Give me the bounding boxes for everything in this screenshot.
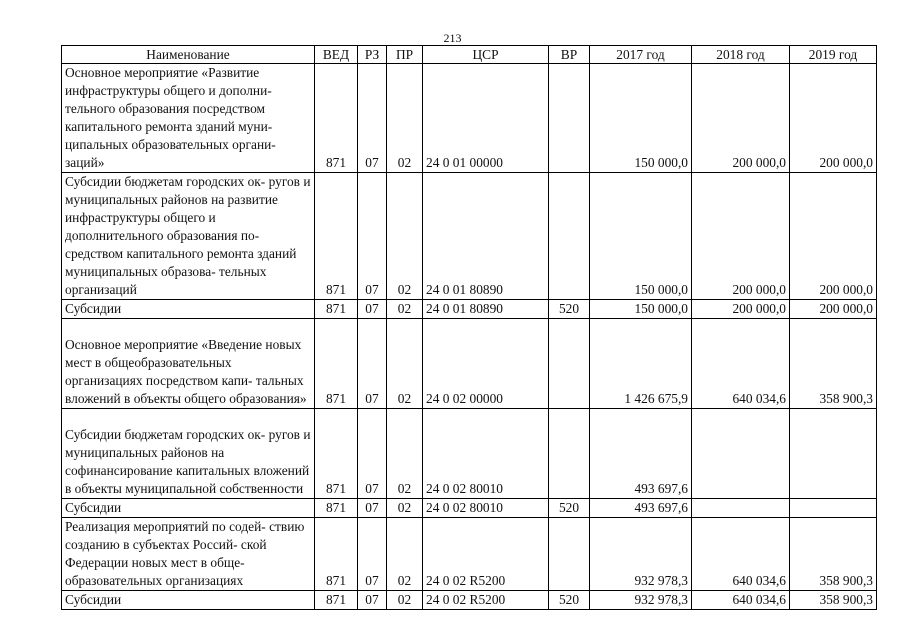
table-row (62, 319, 877, 409)
row-pr: 02 (387, 319, 423, 409)
row-vr (549, 173, 590, 300)
row-csr: 24 0 01 00000 (423, 64, 549, 173)
row-csr: 24 0 01 80890 (423, 173, 549, 300)
row-pr: 02 (387, 499, 423, 518)
row-vr (549, 319, 590, 409)
header-name: Наименование (62, 46, 315, 64)
row-rz: 07 (358, 173, 387, 300)
table-row (62, 300, 877, 319)
row-2017: 1 426 675,9 (590, 319, 692, 409)
page-number: 213 (443, 31, 462, 45)
row-2017: 150 000,0 (590, 300, 692, 319)
header-row (62, 46, 877, 64)
header-ved: ВЕД (315, 46, 358, 64)
row-2018 (692, 499, 790, 518)
row-csr: 24 0 02 R5200 (423, 518, 549, 591)
row-name: Субсидии бюджетам городских ок- ругов и муниципальных районов на софинансирование капитальных вложений в объекты муниципальной собственности (62, 409, 315, 499)
row-2017: 493 697,6 (590, 499, 692, 518)
row-csr: 24 0 02 R5200 (423, 591, 549, 610)
header-2017: 2017 год (590, 46, 692, 64)
row-2018: 200 000,0 (692, 173, 790, 300)
row-csr: 24 0 02 80010 (423, 499, 549, 518)
row-2017: 932 978,3 (590, 518, 692, 591)
row-rz: 07 (358, 499, 387, 518)
row-name: Субсидии бюджетам городских ок- ругов и муниципальных районов на развитие инфраструктуры общего и дополнительного образования по- средством капитального ремонта зданий муниципальных образова- тельных организаций (62, 173, 315, 300)
row-ved: 871 (315, 64, 358, 173)
table-row (62, 591, 877, 610)
row-ved: 871 (315, 319, 358, 409)
row-name: Реализация мероприятий по содей- ствию созданию в субъектах Россий- ской Федерации новых мест в обще- образовательных организациях (62, 518, 315, 591)
row-2019 (790, 499, 877, 518)
row-2018: 640 034,6 (692, 518, 790, 591)
row-2019 (790, 409, 877, 499)
row-rz: 07 (358, 300, 387, 319)
row-2018: 640 034,6 (692, 591, 790, 610)
row-ved: 871 (315, 499, 358, 518)
row-name: Основное мероприятие «Введение новых мест в общеобразовательных организациях посредством капи- тальных вложений в объекты общего образования» (62, 319, 315, 409)
table-row (62, 173, 877, 300)
header-2019: 2019 год (790, 46, 877, 64)
row-2017: 150 000,0 (590, 173, 692, 300)
row-vr: 520 (549, 499, 590, 518)
row-name: Субсидии (62, 300, 315, 319)
row-2017: 150 000,0 (590, 64, 692, 173)
table-row (62, 518, 877, 591)
row-2017: 493 697,6 (590, 409, 692, 499)
row-2019: 200 000,0 (790, 64, 877, 173)
row-ved: 871 (315, 591, 358, 610)
row-ved: 871 (315, 518, 358, 591)
row-name: Основное мероприятие «Развитие инфраструктуры общего и дополни- тельного образования посредством капитального ремонта зданий муни- ципальных образовательных органи- заций» (62, 64, 315, 173)
row-2017: 932 978,3 (590, 591, 692, 610)
row-rz: 07 (358, 64, 387, 173)
header-csr: ЦСР (423, 46, 549, 64)
header-2018: 2018 год (692, 46, 790, 64)
header-rz: РЗ (358, 46, 387, 64)
row-2019: 200 000,0 (790, 300, 877, 319)
row-pr: 02 (387, 409, 423, 499)
row-2019: 358 900,3 (790, 319, 877, 409)
row-name: Субсидии (62, 499, 315, 518)
table-row (62, 409, 877, 499)
row-vr (549, 409, 590, 499)
row-pr: 02 (387, 300, 423, 319)
row-vr (549, 64, 590, 173)
row-vr (549, 518, 590, 591)
row-pr: 02 (387, 64, 423, 173)
budget-table (61, 45, 877, 610)
row-csr: 24 0 01 80890 (423, 300, 549, 319)
row-2019: 358 900,3 (790, 591, 877, 610)
row-2018 (692, 409, 790, 499)
row-ved: 871 (315, 173, 358, 300)
row-2018: 200 000,0 (692, 300, 790, 319)
row-rz: 07 (358, 409, 387, 499)
table-row (62, 64, 877, 173)
row-name: Субсидии (62, 591, 315, 610)
row-rz: 07 (358, 319, 387, 409)
row-2019: 358 900,3 (790, 518, 877, 591)
table-row (62, 499, 877, 518)
row-2018: 640 034,6 (692, 319, 790, 409)
row-rz: 07 (358, 518, 387, 591)
row-pr: 02 (387, 591, 423, 610)
row-ved: 871 (315, 409, 358, 499)
row-2019: 200 000,0 (790, 173, 877, 300)
header-vr: ВР (549, 46, 590, 64)
row-csr: 24 0 02 00000 (423, 319, 549, 409)
row-ved: 871 (315, 300, 358, 319)
row-csr: 24 0 02 80010 (423, 409, 549, 499)
row-vr: 520 (549, 591, 590, 610)
row-rz: 07 (358, 591, 387, 610)
row-vr: 520 (549, 300, 590, 319)
row-pr: 02 (387, 518, 423, 591)
header-pr: ПР (387, 46, 423, 64)
row-2018: 200 000,0 (692, 64, 790, 173)
row-pr: 02 (387, 173, 423, 300)
